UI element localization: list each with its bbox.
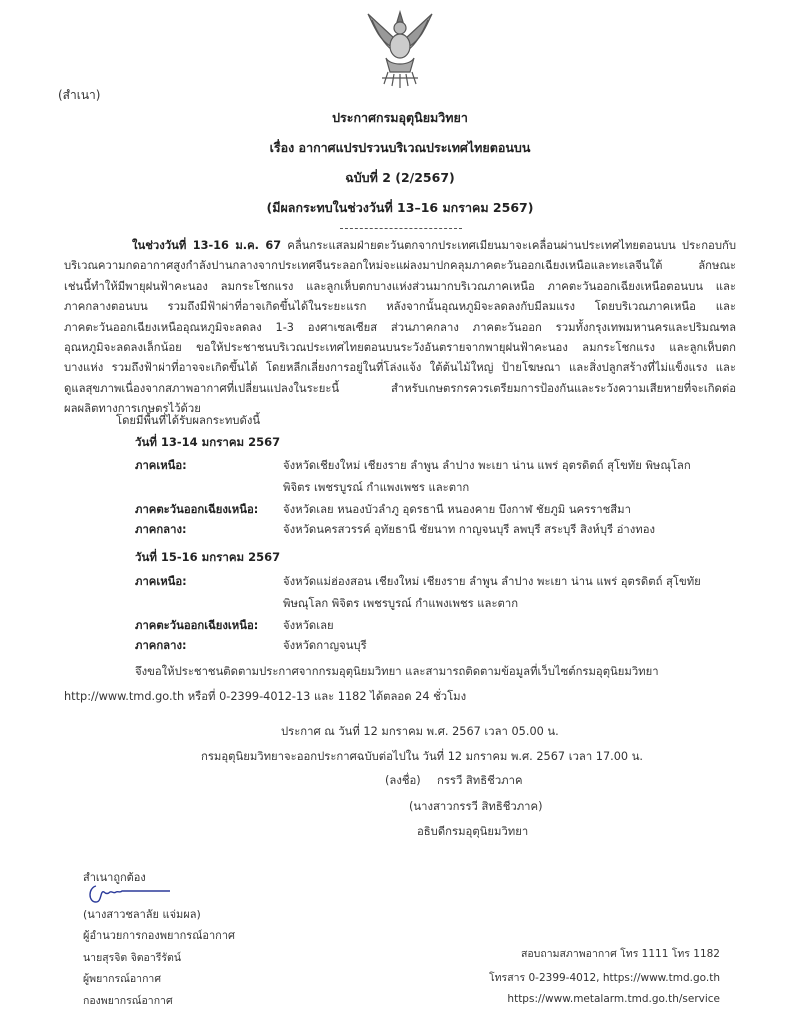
signed-label: (ลงชื่อ) [385, 774, 421, 787]
forecaster-division: กองพยากรณ์อากาศ [83, 995, 173, 1007]
body-line: บางแห่ง รวมถึงฟ้าผ่าที่อาจจะเกิดขึ้นได้ โดยหลีกเลี่ยงการอยู่ในที่โล่งแจ้ง ใต้ต้นไม้ใหญ่ ป้ายโฆษณา และสิ่งปลูกสร้างที่ไม่แข็งแรง และ [64, 361, 736, 375]
effect-period: (มีผลกระทบในช่วงวันที่ 13–16 มกราคม 2567) [266, 200, 534, 215]
period-1-north-label: ภาคเหนือ: [135, 459, 187, 472]
next-issue-datetime: กรมอุตุนิยมวิทยาจะออกประกาศฉบับต่อไปใน วันที่ 12 มกราคม พ.ศ. 2567 เวลา 17.00 น. [201, 750, 644, 763]
body-line: เช่นนี้ทำให้มีพายุฝนฟ้าคะนอง ลมกระโชกแรง และลูกเห็บตกบางแห่งส่วนมากบริเวณภาคเหนือ ภาคตะวันออกเฉียงเหนือตอนบน และ [64, 279, 736, 293]
period-1-north-line-1: จังหวัดเชียงใหม่ เชียงราย ลำพูน ลำปาง พะเยา น่าน แพร่ อุตรดิตถ์ สุโขทัย พิษณุโลก [283, 459, 691, 472]
period-1-northeast-value: จังหวัดเลย หนองบัวลำภู อุดรธานี หนองคาย บึงกาฬ ชัยภูมิ นครราชสีมา [283, 503, 631, 516]
forecaster-role: ผู้พยากรณ์อากาศ [83, 973, 161, 985]
period-2-northeast-value: จังหวัดเลย [283, 619, 334, 632]
period-1-northeast-label: ภาคตะวันออกเฉียงเหนือ: [135, 503, 259, 516]
period-2-central-label: ภาคกลาง: [135, 639, 187, 652]
period-2-central-value: จังหวัดกาญจนบุรี [283, 639, 367, 652]
garuda-emblem-icon [360, 8, 440, 90]
separator-line [340, 228, 462, 229]
body-lead: ในช่วงวันที่ 13-16 ม.ค. 67 [132, 239, 282, 252]
issued-datetime: ประกาศ ณ วันที่ 12 มกราคม พ.ศ. 2567 เวลา 05.00 น. [281, 725, 559, 738]
contact-service-link[interactable]: https://www.metalarm.tmd.go.th/service [507, 993, 720, 1005]
body-line: บริเวณความกดอากาศสูงกำลังปานกลางจากประเทศจีนระลอกใหม่จะแผ่ลงมาปกคลุมภาคตะวันออกเฉียงเหนือและทะเลจีนใต้ ลักษณะ [64, 259, 736, 273]
certifier-name: (นางสาวชลาลัย แจ่มผล) [83, 908, 201, 921]
body-line: ภาคกลางตอนบน รวมถึงมีฟ้าผ่าที่อาจเกิดขึ้นได้ในระยะแรก หลังจากนั้นอุณหภูมิจะลดลงกับมีลมแรง โดยบริเวณภาคเหนือ และ [64, 300, 736, 314]
certifier-position: ผู้อำนวยการกองพยากรณ์อากาศ [83, 929, 236, 942]
contact-fax-website[interactable]: โทรสาร 0-2399-4012, https://www.tmd.go.th [489, 972, 720, 984]
period-2-north-line-1: จังหวัดแม่ฮ่องสอน เชียงใหม่ เชียงราย ลำพูน ลำปาง พะเยา น่าน แพร่ อุตรดิตถ์ สุโขทัย [283, 575, 701, 588]
contact-phone: สอบถามสภาพอากาศ โทร 1111 โทร 1182 [520, 948, 720, 960]
issue-number: ฉบับที่ 2 (2/2567) [345, 170, 455, 185]
body-line: ดูแลสุขภาพเนื่องจากสภาพอากาศที่เปลี่ยนแปลงในระยะนี้ สำหรับเกษตรกรควรเตรียมการป้องกันและระวังความเสียหายที่จะเกิดต่อ [64, 381, 736, 395]
affected-intro: โดยมีพื้นที่ได้รับผลกระทบดังนี้ [116, 414, 261, 427]
announcement-subject: เรื่อง อากาศแปรปรวนบริเวณประเทศไทยตอนบน [269, 140, 531, 155]
period-2-date: วันที่ 15-16 มกราคม 2567 [135, 550, 281, 564]
closing-line-2: http://www.tmd.go.th หรือที่ 0-2399-4012-13 และ 1182 ได้ตลอด 24 ชั่วโมง [64, 690, 467, 703]
signed-name: กรรวี สิทธิชีวภาค [437, 774, 523, 787]
body-paragraph [64, 236, 736, 420]
closing-line-1: จึงขอให้ประชาชนติดตามประกาศจากกรมอุตุนิยมวิทยา และสามารถติดตามข้อมูลที่เว็บไซต์กรมอุตุนิยมวิทยา [135, 665, 659, 678]
period-1-central-label: ภาคกลาง: [135, 523, 187, 536]
copy-tag: (สำเนา) [58, 88, 101, 102]
period-1-date: วันที่ 13-14 มกราคม 2567 [135, 435, 281, 449]
body-line: อุณหภูมิจะลดลงเล็กน้อย ขอให้ประชาชนบริเวณประเทศไทยตอนบนระวังอันตรายจากพายุฝนฟ้าคะนอง ลมกระโชกแรง และลูกเห็บตก [64, 341, 736, 355]
period-2-north-line-2: พิษณุโลก พิจิตร เพชรบูรณ์ กำแพงเพชร และตาก [283, 597, 519, 610]
body-line: ผลผลิตทางการเกษตรไว้ด้วย [64, 402, 201, 416]
body-line-1: ในช่วงวันที่ 13-16 ม.ค. 67 คลื่นกระแสลมฝ่ายตะวันตกจากประเทศเมียนมาจะเคลื่อนผ่านประเทศไทยตอนบน ประกอบกับ [132, 239, 737, 252]
handwritten-signature-icon [82, 882, 172, 906]
announcement-title: ประกาศกรมอุตุนิยมวิทยา [332, 110, 468, 125]
forecaster-name: นายสุรจิต จิตอารีรัตน์ [83, 952, 182, 964]
period-1-central-value: จังหวัดนครสวรรค์ อุทัยธานี ชัยนาท กาญจนบุรี ลพบุรี สระบุรี สิงห์บุรี อ่างทอง [283, 523, 656, 536]
period-2-north-label: ภาคเหนือ: [135, 575, 187, 588]
certify-label: สำเนาถูกต้อง [83, 871, 146, 884]
period-1-north-line-2: พิจิตร เพชรบูรณ์ กำแพงเพชร และตาก [283, 481, 470, 494]
period-2-northeast-label: ภาคตะวันออกเฉียงเหนือ: [135, 619, 259, 632]
signer-position: อธิบดีกรมอุตุนิยมวิทยา [417, 825, 529, 838]
signer-full-name: (นางสาวกรรวี สิทธิชีวภาค) [409, 800, 543, 813]
body-line: ภาคตะวันออกเฉียงเหนืออุณหภูมิจะลดลง 1-3 องศาเซลเซียส ส่วนภาคกลาง ภาคตะวันออก รวมทั้งกรุงเทพมหานครและปริมณฑล [64, 320, 736, 334]
